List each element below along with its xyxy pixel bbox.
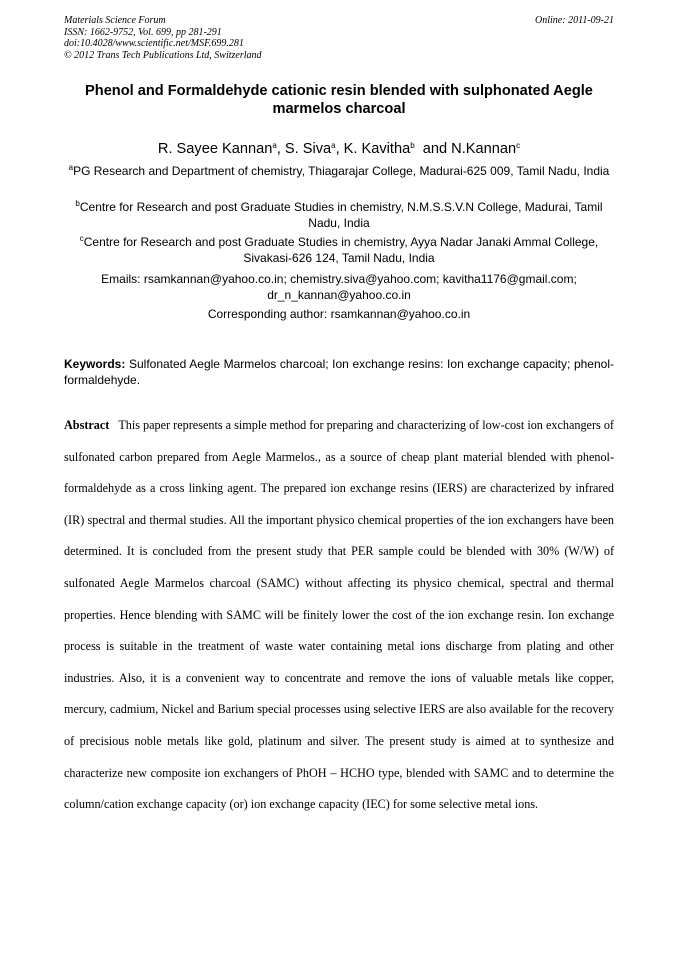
author-affiliation-mark: a	[272, 141, 277, 150]
doi-line: doi:10.4028/www.scientific.net/MSF.699.281	[64, 38, 244, 49]
affiliation-c: $^c$Centre for Research and post Graduate Studies in chemistry, Ayya Nadar Janaki Ammal College, Sivakasi-626 124, Tamil Nadu, India	[79, 234, 599, 265]
author-affiliation-mark: a	[331, 141, 336, 150]
keywords-text: Sulfonated Aegle Marmelos charcoal; Ion exchange resins: Ion exchange capacity; phenol-formaldehyde.	[64, 357, 614, 387]
author-affiliation-mark: b	[410, 141, 415, 150]
journal-header	[64, 15, 614, 61]
paper-title: Phenol and Formaldehyde cationic resin blended with sulphonated Aegle marmelos charcoal	[85, 83, 593, 117]
author-name: R. Sayee Kannan	[157, 141, 273, 157]
copyright-line: © 2012 Trans Tech Publications Ltd, Switzerland	[64, 49, 262, 61]
corresponding-author: Corresponding author: rsamkannan@yahoo.co.in	[207, 307, 471, 321]
abstract-label: Abstract	[64, 418, 110, 432]
author-list: R. Sayee Kannan$^a$, S. Siva$^a$, K. Kavitha$^b$ and N.Kannan$^c$	[157, 141, 521, 157]
keywords-label: Keywords:	[64, 357, 126, 371]
author-affiliation-mark: c	[516, 141, 521, 150]
author-emails: Emails: rsamkannan@yahoo.co.in; chemistry.siva@yahoo.com; kavitha1176@gmail.com; dr_n_kannan@yahoo.co.in	[101, 272, 577, 302]
affiliation-b: $^b$Centre for Research and post Graduate Studies in chemistry, N.M.S.S.V.N College, Madurai, Tamil Nadu, India	[75, 199, 603, 230]
abstract-text: This paper represents a simple method for preparing and characterizing of low-cost ion exchangers of sulfonated carbon prepared from Aegle Marmelos., as a source of cheap plant material blended with phenol-formaldehyde as a cross linking agent. The prepared ion exchange resins (IERS) are characterized by infrared (IR) spectral and thermal studies. All the important physico chemical properties of the ion exchangers have been determined. It is concluded from the present study that PER sample could be blended with 30% (W/W) of sulfonated Aegle Marmelos charcoal (SAMC) without affecting its physico chemical, spectral and thermal properties. Hence blending with SAMC will be finitely lower the cost of the ion exchange resin. Ion exchange process is suitable in the treatment of waste water containing metal ions discharge from plating and other industries. Also, it is a convenient way to concentrate and remove the ions of valuable metals like copper, mercury, cadmium, Nickel and Barium special processes using selective IERS are also available for the recovery of precisious noble metals like gold, platinum and silver. The present study is aimed at to synthesize and characterize new composite ion exchangers of PhOH – HCHO type, blended with SAMC and to determine the column/cation exchange capacity (or) ion exchange capacity (IEC) for some selective metal ions.	[64, 418, 614, 812]
issn-line: ISSN: 1662-9752, Vol. 699, pp 281-291	[64, 26, 222, 38]
journal-name: Materials Science Forum	[64, 15, 166, 26]
keywords	[64, 356, 614, 388]
online-date: Online: 2011-09-21	[535, 15, 614, 26]
author-name: K. Kavitha	[343, 141, 411, 157]
author-name: N.Kannan	[451, 141, 517, 157]
abstract	[64, 410, 614, 821]
affiliation-a: $^a$PG Research and Department of chemistry, Thiagarajar College, Madurai-625 009, Tamil Nadu, India	[68, 163, 610, 178]
author-name: S. Siva	[284, 141, 332, 157]
